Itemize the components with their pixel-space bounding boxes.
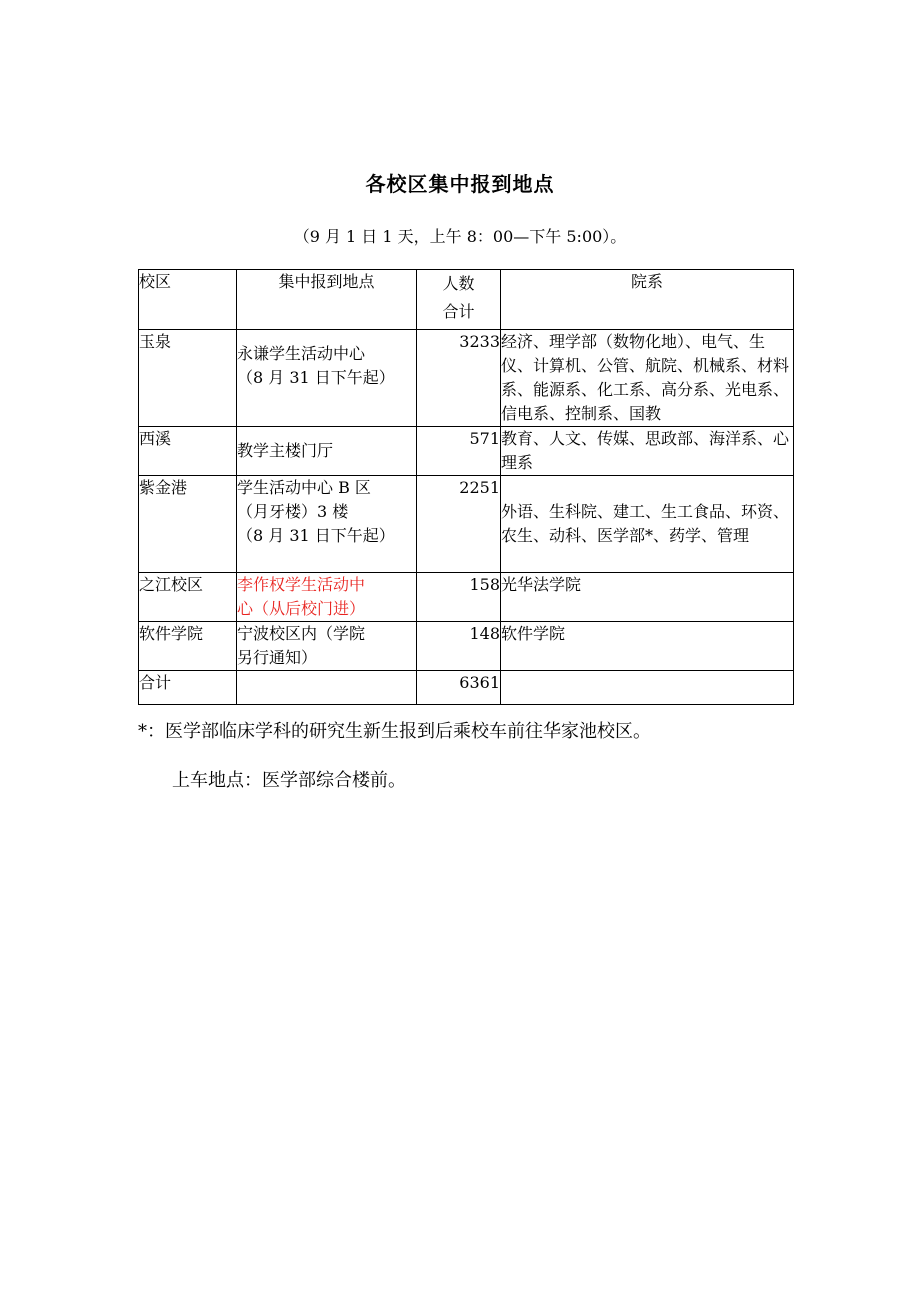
row-departments: 外语、生科院、建工、生工食品、环资、农生、动科、医学部*、药学、管理 — [501, 476, 794, 573]
table-row — [139, 427, 794, 476]
row-count: 148 — [417, 622, 501, 671]
row-count: 3233 — [417, 330, 501, 427]
row-location — [237, 427, 417, 476]
row-campus: 西溪 — [139, 427, 237, 476]
row-campus: 玉泉 — [139, 330, 237, 427]
row-location-line: 心（从后校门进） — [237, 599, 366, 618]
total-location-empty — [237, 671, 417, 705]
header-departments-label: 院系 — [630, 272, 663, 291]
row-location — [237, 476, 417, 573]
table-total-row — [139, 671, 794, 705]
page-subtitle: （9 月 1 日 1 天，上午 8：00—下午 5:00）。 — [293, 227, 627, 246]
row-location — [237, 622, 417, 671]
table-row — [139, 476, 794, 573]
row-count: 571 — [417, 427, 501, 476]
table-row — [139, 622, 794, 671]
row-campus: 软件学院 — [139, 622, 237, 671]
total-label: 合计 — [139, 671, 237, 705]
header-location-label: 集中报到地点 — [278, 272, 375, 291]
table-header-row — [139, 270, 794, 330]
registration-table — [138, 269, 794, 705]
page-title: 各校区集中报到地点 — [365, 172, 555, 196]
header-count-line1: 人数 — [442, 274, 475, 293]
row-location-line: （8 月 31 日下午起） — [237, 368, 395, 387]
row-departments: 教育、人文、传媒、思政部、海洋系、心理系 — [501, 427, 794, 476]
row-location-line: 永谦学生活动中心 — [237, 344, 366, 363]
row-count: 2251 — [417, 476, 501, 573]
header-campus: 校区 — [139, 270, 237, 330]
row-location — [237, 573, 417, 622]
total-departments-empty — [501, 671, 794, 705]
footnote-bus-location: 上车地点：医学部综合楼前。 — [172, 770, 406, 791]
row-location-line: （月牙楼）3 楼 — [237, 502, 349, 521]
row-location-line: 李作权学生活动中 — [237, 575, 366, 594]
row-campus: 紫金港 — [139, 476, 237, 573]
footnote-medical: *：医学部临床学科的研究生新生报到后乘校车前往华家池校区。 — [138, 721, 651, 742]
row-departments: 光华法学院 — [501, 573, 794, 622]
row-location — [237, 330, 417, 427]
header-count — [417, 270, 501, 330]
row-location-line: 宁波校区内（学院 — [237, 624, 366, 643]
total-count: 6361 — [417, 671, 501, 705]
row-location-line: 学生活动中心 B 区 — [237, 478, 371, 497]
row-departments: 经济、理学部（数物化地）、电气、生仪、计算机、公管、航院、机械系、材料系、能源系、化工系、高分系、光电系、信电系、控制系、国教 — [501, 330, 794, 427]
row-location-line: （8 月 31 日下午起） — [237, 526, 395, 545]
header-count-line2: 合计 — [442, 302, 475, 321]
row-departments: 软件学院 — [501, 622, 794, 671]
row-location-line: 教学主楼门厅 — [237, 441, 334, 460]
row-location-line: 另行通知） — [237, 648, 318, 667]
row-campus: 之江校区 — [139, 573, 237, 622]
row-count: 158 — [417, 573, 501, 622]
table-row — [139, 330, 794, 427]
table-row — [139, 573, 794, 622]
header-departments — [501, 270, 794, 330]
header-location — [237, 270, 417, 330]
